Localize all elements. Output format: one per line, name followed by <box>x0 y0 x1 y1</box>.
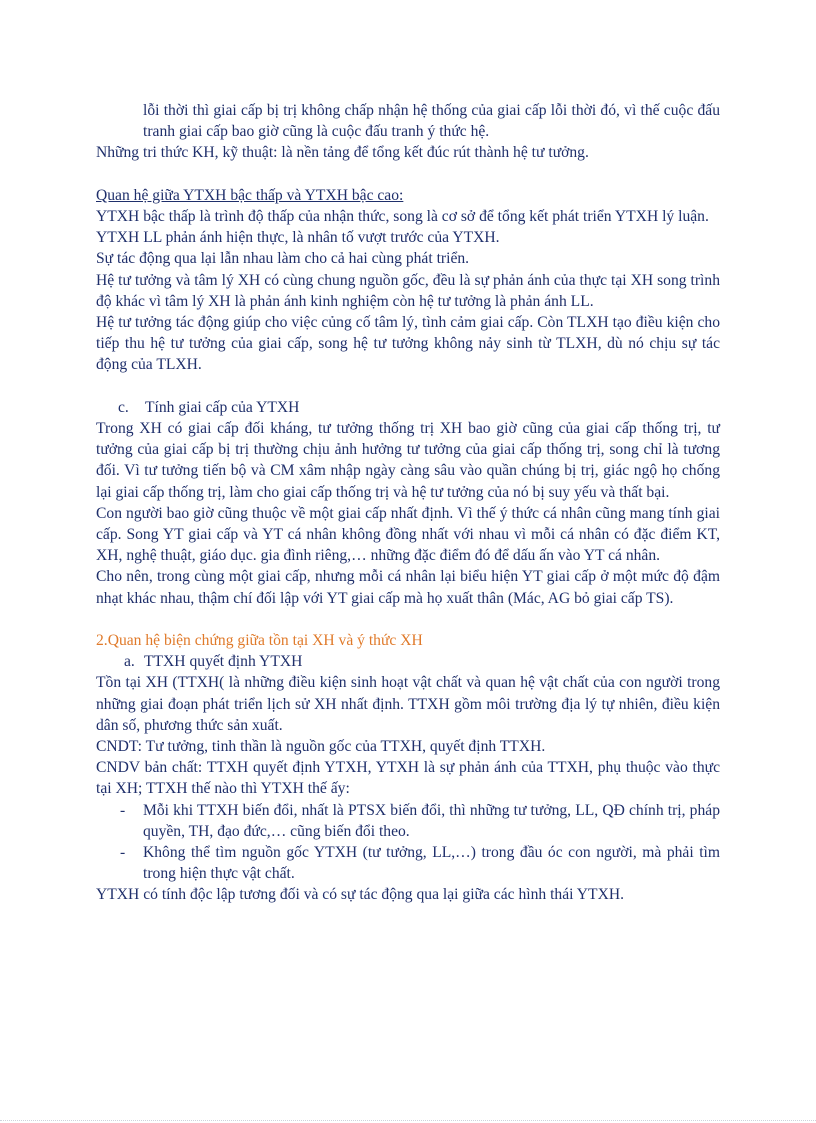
document-page <box>96 100 720 906</box>
paragraph: CNDT: Tư tưởng, tinh thần là nguồn gốc của TTXH, quyết định TTXH. <box>96 738 546 756</box>
bullet-text: Không thể tìm nguồn gốc YTXH (tư tưởng, LL,…) trong đầu óc con người, mà phải tìm trong hiện thực vật chất. <box>143 844 720 883</box>
blank-line <box>96 609 720 630</box>
paragraph: Con người bao giờ cũng thuộc về một giai cấp nhất định. Vì thế ý thức cá nhân cũng mang tính giai cấp. Song YT giai cấp và YT cá nhân không đồng nhất với nhau vì mỗi cá nhân có đặc điểm KT, XH, nghệ thuật, giáo dục. gia đình riêng,… những đặc điểm đó để dấu ấn vào YT cá nhân. <box>96 504 720 565</box>
paragraph: Trong XH có giai cấp đối kháng, tư tưởng thống trị XH bao giờ cũng của giai cấp thống trị, tư tưởng của giai cấp bị trị thường chịu ảnh hưởng tư tưởng của giai cấp thống trị, song chỉ là tương đối. Vì tư tưởng tiến bộ và CM xâm nhập ngày càng sâu vào quần chúng bị trị, giác ngộ họ chống lại giai cấp thống trị, làm cho giai cấp thống trị và hệ tư tưởng của nó bị suy yếu và thất bại. <box>96 420 720 501</box>
bullet-item <box>96 800 720 842</box>
list-item-text: Tính giai cấp của YTXH <box>145 398 300 416</box>
paragraph: CNDV bản chất: TTXH quyết định YTXH, YTXH là sự phản ánh của TTXH, phụ thuộc vào thực tại XH; TTXH thế nào thì YTXH thế ấy: <box>96 759 720 798</box>
blank-line <box>96 376 720 397</box>
list-item-heading <box>96 397 720 418</box>
page-bottom-border <box>0 1120 816 1122</box>
paragraph: YTXH bậc thấp là trình độ thấp của nhận thức, song là cơ sở để tổng kết phát triển YTXH lý luận. <box>96 208 709 225</box>
paragraph: Hệ tư tưởng và tâm lý XH có cùng chung nguồn gốc, đều là sự phản ánh của thực tại XH song trình độ khác vì tâm lý XH là phản ánh kinh nghiệm còn hệ tư tưởng là phản ánh LL. <box>96 271 720 310</box>
bullet-item <box>96 842 720 884</box>
paragraph: YTXH LL phản ánh hiện thực, là nhân tố vượt trước của YTXH. <box>96 229 500 247</box>
paragraph: Những tri thức KH, kỹ thuật: là nền tảng để tổng kết đúc rút thành hệ tư tưởng. <box>96 144 589 162</box>
bullet-marker: - <box>120 801 126 819</box>
paragraph: Tồn tại XH (TTXH( là những điều kiện sinh hoạt vật chất và quan hệ vật chất của con người trong những giai đoạn phát triển lịch sử XH nhất định. TTXH gồm môi trường địa lý tự nhiên, điều kiện dân số, phương thức sản xuất. <box>96 674 720 734</box>
paragraph: Hệ tư tưởng tác động giúp cho việc củng cố tâm lý, tình cảm giai cấp. Còn TLXH tạo điều kiện cho tiếp thu hệ tư tưởng của giai cấp, song hệ tư tưởng không nảy sinh từ TLXH, dù nó chịu sự tác động của TLXH. <box>96 314 720 374</box>
bullet-marker: - <box>120 844 126 862</box>
list-marker: a. <box>124 653 135 671</box>
bullet-text: Mỗi khi TTXH biến đổi, nhất là PTSX biến đổi, thì những tư tưởng, LL, QĐ chính trị, pháp quyền, TH, đạo đức,… cũng biến đổi theo. <box>143 801 720 840</box>
section-subheading: Quan hệ giữa YTXH bậc thấp và YTXH bậc cao: <box>96 186 404 204</box>
list-marker: c. <box>118 398 129 416</box>
paragraph: lỗi thời thì giai cấp bị trị không chấp nhận hệ thống của giai cấp lỗi thời đó, vì thế cuộc đấu tranh giai cấp bao giờ cũng là cuộc đấu tranh ý thức hệ. <box>143 102 720 141</box>
list-item-heading <box>96 651 720 672</box>
paragraph: YTXH có tính độc lập tương đối và có sự tác động qua lại giữa các hình thái YTXH. <box>96 886 624 904</box>
paragraph: Sự tác động qua lại lẫn nhau làm cho cả hai cùng phát triển. <box>96 250 470 268</box>
blank-line <box>96 164 720 185</box>
paragraph: Cho nên, trong cùng một giai cấp, nhưng mỗi cá nhân lại biểu hiện YT giai cấp ở một mức độ đậm nhạt khác nhau, thậm chí đối lập với YT giai cấp mà họ xuất thân (Mác, AG bỏ giai cấp TS). <box>96 568 720 607</box>
section-heading: 2.Quan hệ biện chứng giữa tồn tại XH và ý thức XH <box>96 632 423 650</box>
list-item-text: TTXH quyết định YTXH <box>144 653 303 671</box>
